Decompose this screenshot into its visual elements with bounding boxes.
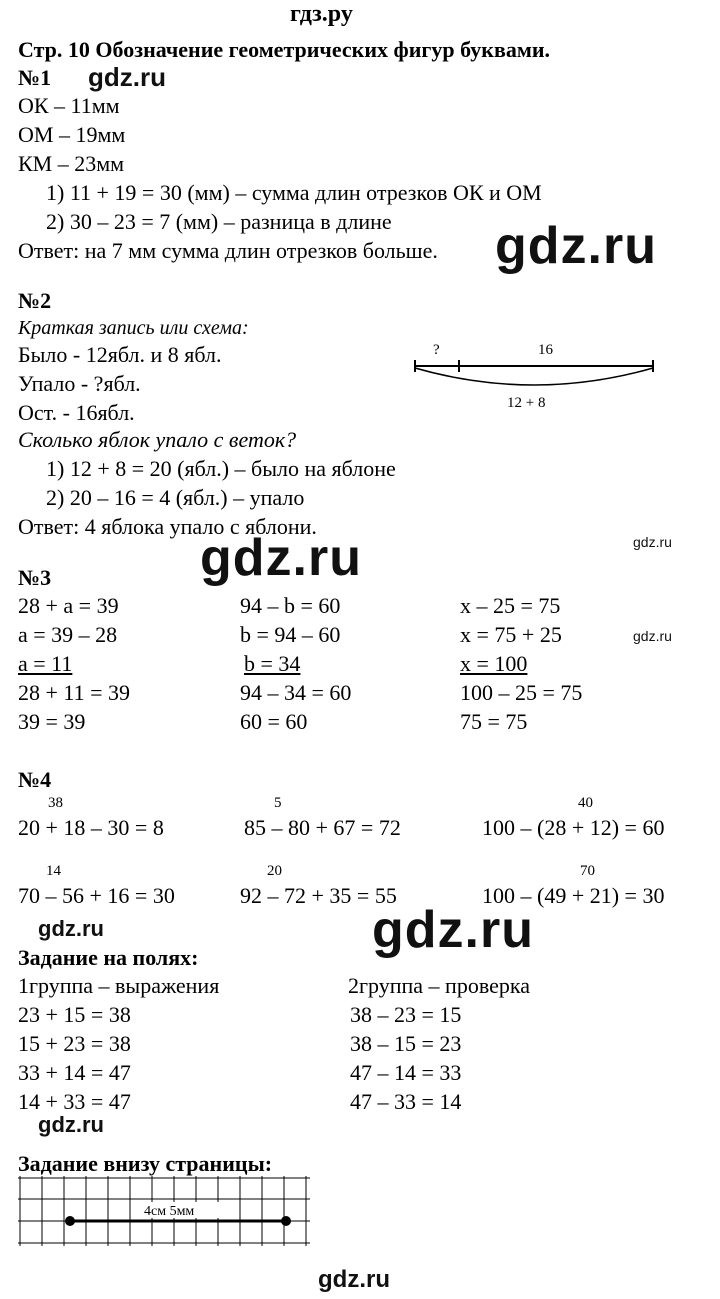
group2-line: 47 – 14 = 33	[350, 1060, 462, 1085]
task3-col3-line: x = 75 + 25	[460, 622, 562, 647]
task3-heading: №3	[18, 565, 52, 590]
group2-title: 2группа – проверка	[348, 973, 530, 998]
task2-note: Краткая запись или схема:	[18, 317, 249, 339]
task4-expression: 70 – 56 + 16 = 30	[18, 883, 175, 908]
grid-segment-figure	[18, 1176, 313, 1246]
group1-line: 33 + 14 = 47	[18, 1060, 131, 1085]
page-title: Стр. 10 Обозначение геометрических фигур буквами.	[18, 37, 550, 62]
task3-col1-line: a = 11	[18, 651, 73, 676]
task3-col1-line: 39 = 39	[18, 709, 86, 734]
task4-expression: 85 – 80 + 67 = 72	[244, 815, 401, 840]
task2-heading: №2	[18, 288, 52, 313]
task2-line: Было - 12ябл. и 8 ябл.	[18, 342, 222, 367]
task2-answer: Ответ: 4 яблока упало с яблони.	[18, 514, 317, 539]
task1-step: 1) 11 + 19 = 30 (мм) – сумма длин отрезков ОК и ОМ	[46, 180, 542, 205]
watermark: gdz.ru	[372, 901, 534, 959]
watermark: gdz.ru	[38, 916, 104, 941]
task4-superscript: 38	[48, 795, 63, 811]
group1-line: 15 + 23 = 38	[18, 1031, 131, 1056]
group2-line: 38 – 15 = 23	[350, 1031, 462, 1056]
group1-line: 14 + 33 = 47	[18, 1089, 131, 1114]
task4-superscript: 5	[274, 795, 282, 811]
task4-superscript: 14	[46, 863, 61, 879]
task4-expression: 100 – (49 + 21) = 30	[482, 883, 665, 908]
task3-col1-line: a = 39 – 28	[18, 622, 118, 647]
diagram-q-label: ?	[433, 342, 440, 358]
task3-col3-line: 100 – 25 = 75	[460, 680, 583, 705]
task3-col1-line: 28 + 11 = 39	[18, 680, 130, 705]
task1-heading: №1	[18, 65, 52, 90]
task1-step: 2) 30 – 23 = 7 (мм) – разница в длине	[46, 209, 392, 234]
task1-line: ОК – 11мм	[18, 93, 120, 118]
task2-line: Упало - ?ябл.	[18, 371, 141, 396]
task4-superscript: 40	[578, 795, 593, 811]
task3-col2-line: 94 – b = 60	[240, 593, 341, 618]
task3-col2-line: b = 94 – 60	[240, 622, 341, 647]
footer-site: gdz.ru	[318, 1266, 390, 1293]
task4-superscript: 20	[267, 863, 282, 879]
task3-col3-line: x = 100	[460, 651, 528, 676]
task4-superscript: 70	[580, 863, 595, 879]
task1-line: ОМ – 19мм	[18, 122, 126, 147]
watermark: gdz.ru	[200, 529, 362, 587]
segment-length-label: 4см 5мм	[144, 1204, 195, 1219]
group2-line: 38 – 23 = 15	[350, 1002, 462, 1027]
task3-col2-line: 60 = 60	[240, 709, 308, 734]
task2-step: 1) 12 + 8 = 20 (ябл.) – было на яблоне	[46, 456, 396, 481]
task3-col2-line: b = 34	[244, 651, 301, 676]
task1-line: КМ – 23мм	[18, 151, 125, 176]
task2-line: Ост. - 16ябл.	[18, 400, 135, 425]
task4-expression: 100 – (28 + 12) = 60	[482, 815, 665, 840]
group1-title: 1группа – выражения	[18, 973, 220, 998]
task3-col2-line: 94 – 34 = 60	[240, 680, 352, 705]
site-header: гдз.ру	[290, 1, 353, 27]
group1-line: 23 + 15 = 38	[18, 1002, 131, 1027]
task4-heading: №4	[18, 767, 52, 792]
task4-expression: 92 – 72 + 35 = 55	[240, 883, 397, 908]
task1-answer: Ответ: на 7 мм сумма длин отрезков больше.	[18, 238, 438, 263]
watermark: gdz.ru	[38, 1112, 104, 1137]
group2-line: 47 – 33 = 14	[350, 1089, 462, 1114]
task2-question: Сколько яблок упало с веток?	[18, 427, 297, 452]
segment-arc	[415, 368, 653, 385]
watermark: gdz.ru	[633, 534, 672, 550]
watermark: gdz.ru	[495, 217, 657, 275]
watermark: gdz.ru	[88, 62, 166, 92]
task2-step: 2) 20 – 16 = 4 (ябл.) – упало	[46, 485, 305, 510]
diagram-bottom-label: 12 + 8	[507, 395, 546, 411]
task3-col3-line: 75 = 75	[460, 709, 528, 734]
segment-diagram	[405, 338, 665, 418]
task3-col3-line: x – 25 = 75	[460, 593, 561, 618]
segment-endpoint	[281, 1216, 291, 1226]
watermark: gdz.ru	[633, 628, 672, 644]
task3-col1-line: 28 + a = 39	[18, 593, 119, 618]
diagram-right-label: 16	[538, 342, 553, 358]
task4-expression: 20 + 18 – 30 = 8	[18, 815, 164, 840]
bottom-task-heading: Задание внизу страницы:	[18, 1151, 273, 1176]
margins-task-heading: Задание на полях:	[18, 945, 199, 970]
segment-endpoint	[65, 1216, 75, 1226]
